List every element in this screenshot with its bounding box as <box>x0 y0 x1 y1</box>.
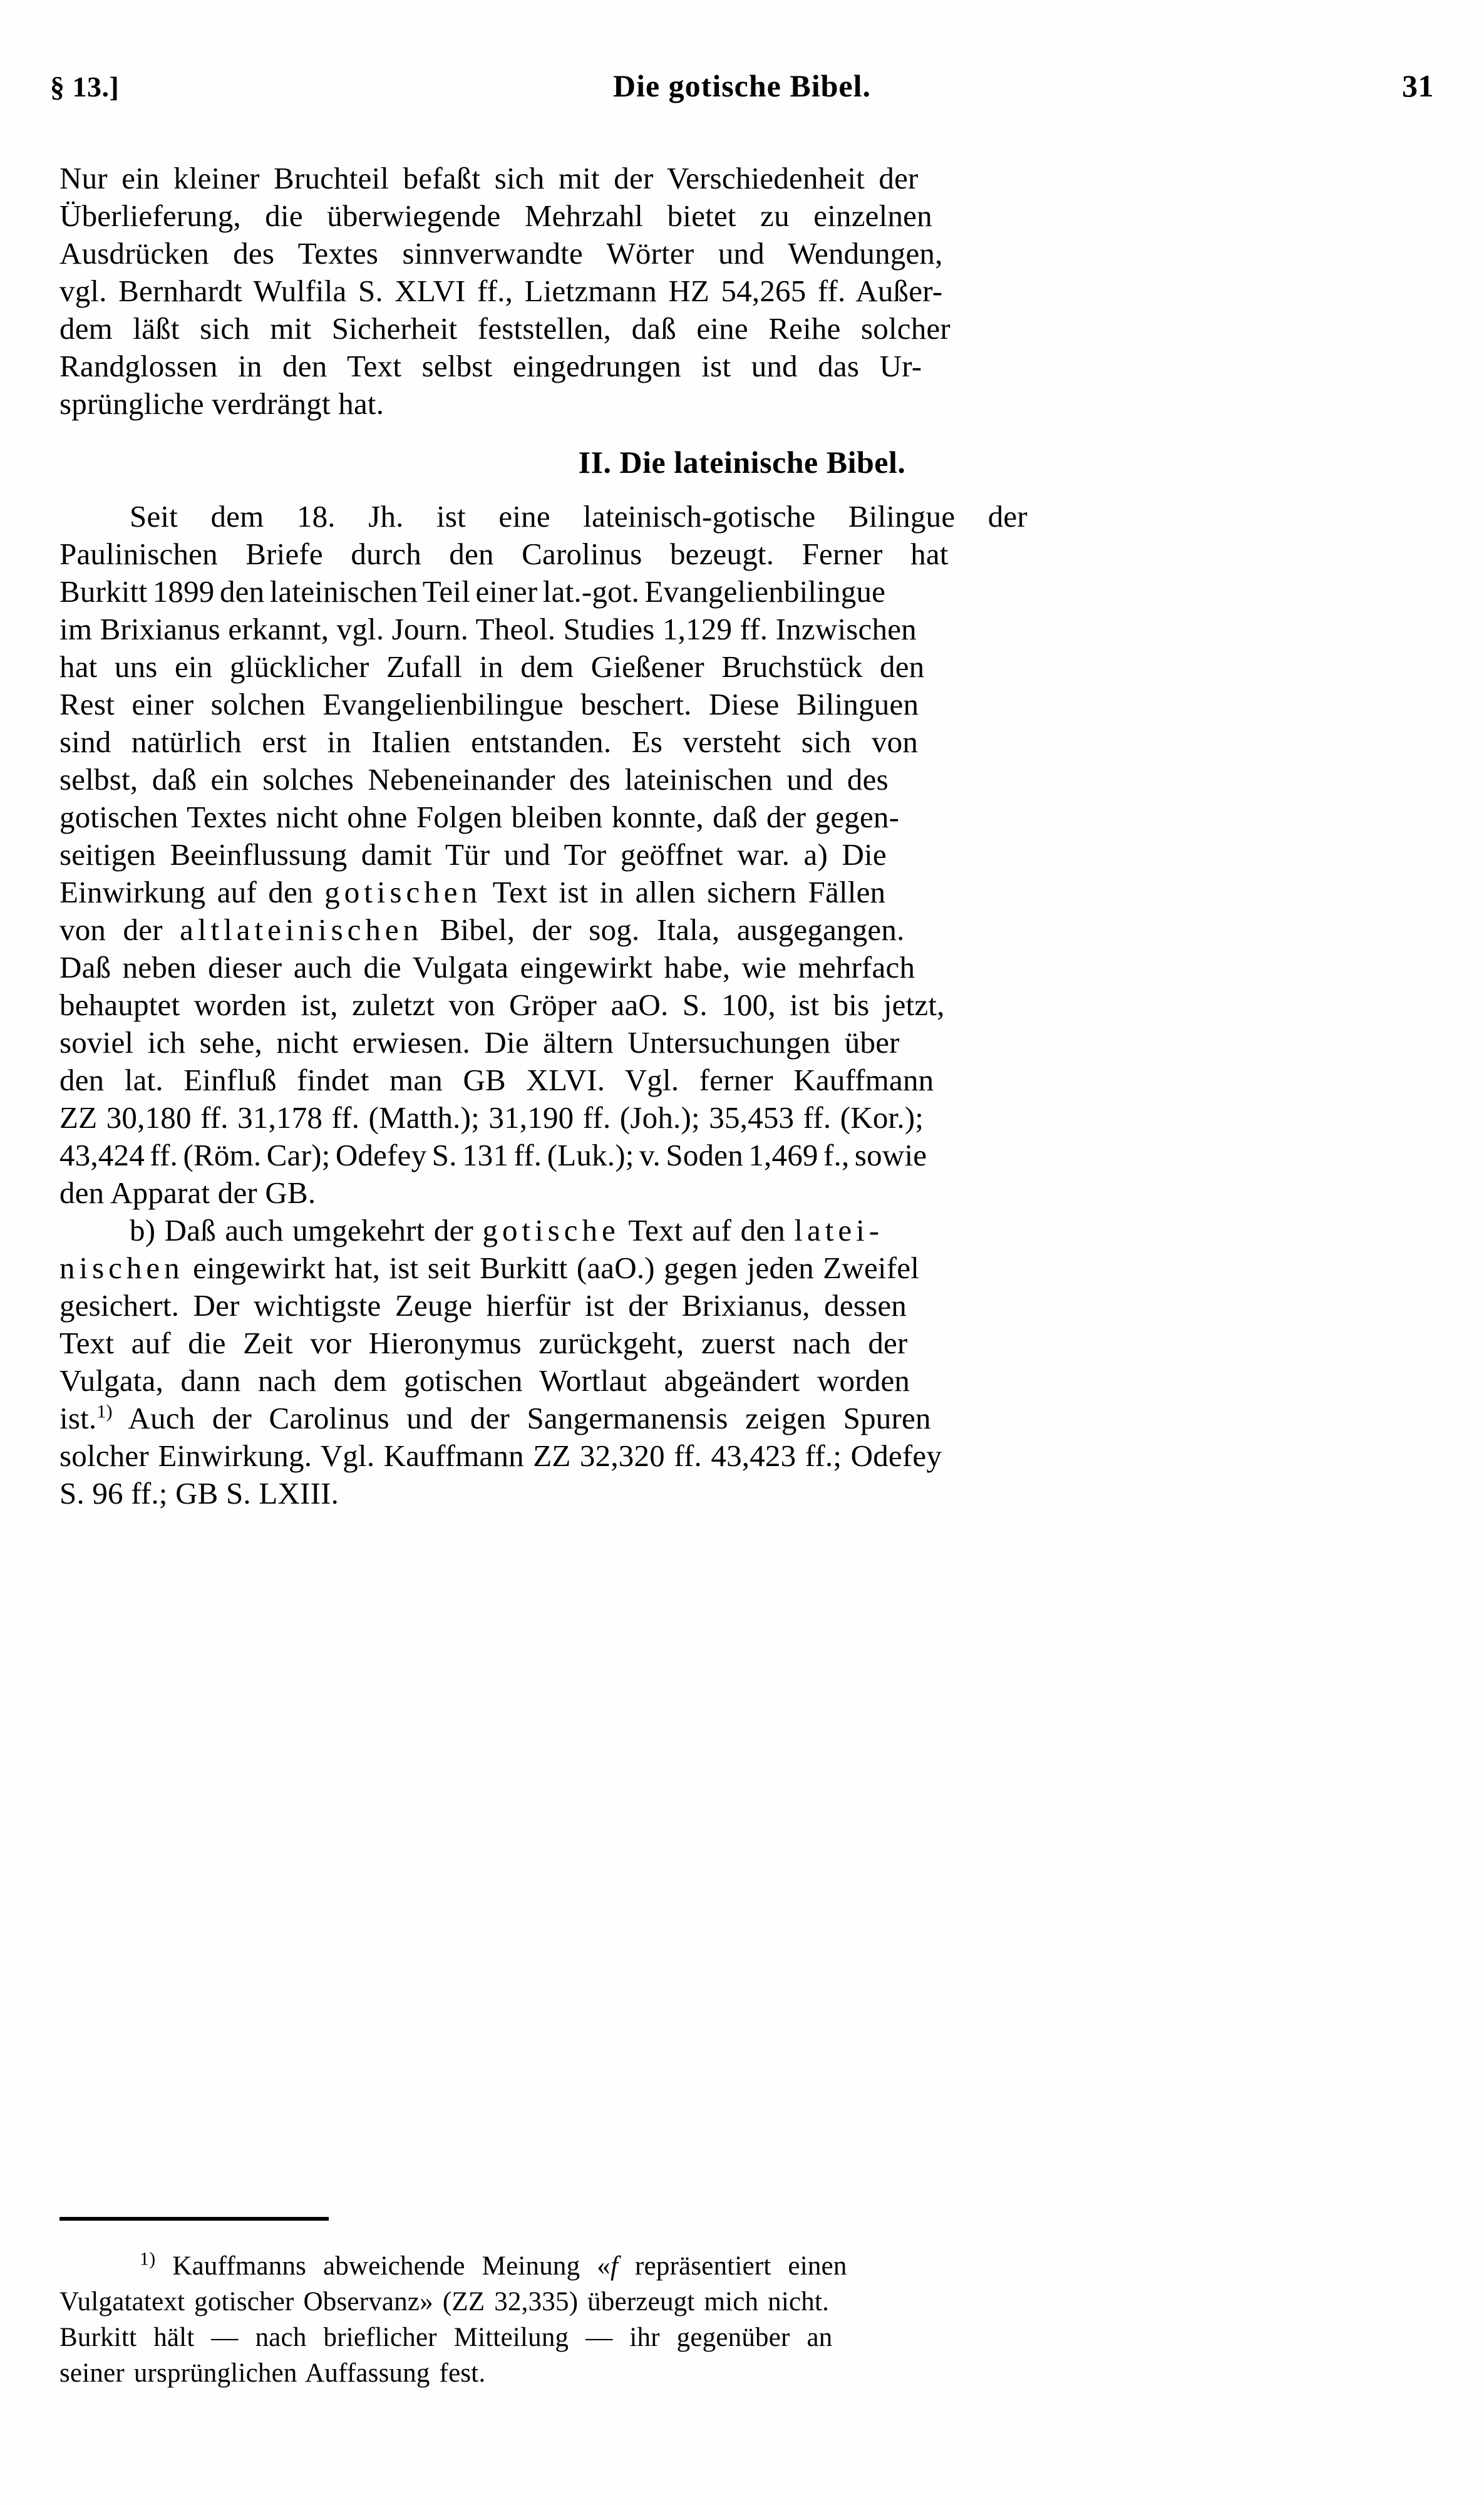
text-line: vgl. Bernhardt Wulfila S. XLVI ff., Lietzmann HZ 54,265 ff. Außer- <box>59 274 943 308</box>
text-line: Seit dem 18. Jh. ist eine lateinisch-gotische Bilingue der <box>130 499 1028 534</box>
text-line: behauptet worden ist, zuletzt von Gröper aaO. S. 100, ist bis jetzt, <box>59 988 945 1022</box>
footnote-line <box>59 2248 1425 2284</box>
section-marker: § 13.] <box>50 71 120 103</box>
text-line: Burkitt 1899 den lateinischen Teil einer lat.-got. Evangelienbilingue <box>59 574 886 609</box>
text-line-with-footnote-ref <box>59 1400 1425 1437</box>
text-line: gesichert. Der wichtigste Zeuge hierfür ist der Brixianus, dessen <box>59 1288 907 1323</box>
line-segment: von der <box>59 912 180 947</box>
line-segment: Bibel, der sog. Itala, ausgegangen. <box>423 912 905 947</box>
emphasis-gotische: gotische <box>482 1213 620 1247</box>
page-title: Die gotische Bibel. <box>612 68 872 103</box>
paragraph-latin-bible <box>59 498 1425 1212</box>
text-line: sprüngliche verdrängt hat. <box>59 386 384 421</box>
text-line: Vulgata, dann nach dem gotischen Wortlaut abgeändert worden <box>59 1363 910 1398</box>
text-line: Daß neben dieser auch die Vulgata eingewirkt habe, wie mehrfach <box>59 950 915 984</box>
text-line-emphasis-gotische <box>59 1212 1425 1249</box>
footnote <box>59 2248 1425 2391</box>
citation-line: 43,424 ff. (Röm. Car); Odefey S. 131 ff. (Luk.); v. Soden 1,469 f., sowie <box>59 1138 927 1172</box>
text-line: Nur ein kleiner Bruchteil befaßt sich mit der Verschiedenheit der <box>59 161 919 195</box>
emphasis-altlateinischen: altlateinischen <box>180 912 423 947</box>
italic-sigil-f: f <box>610 2251 619 2281</box>
text-line: den Apparat der GB. <box>59 1175 316 1210</box>
footnote-line: Burkitt hält — nach brieflicher Mitteilung — ihr gegenüber an <box>59 2323 833 2352</box>
citation-line: solcher Einwirkung. Vgl. Kauffmann ZZ 32,320 ff. 43,423 ff.; Odefey <box>59 1438 942 1473</box>
citation-line: ZZ 30,180 ff. 31,178 ff. (Matth.); 31,190 ff. (Joh.); 35,453 ff. (Kor.); <box>59 1100 924 1135</box>
citation-line: S. 96 ff.; GB S. LXIII. <box>59 1476 339 1511</box>
text-line: im Brixianus erkannt, vgl. Journ. Theol. Studies 1,129 ff. Inzwischen <box>59 612 917 646</box>
footnote-separator-rule <box>59 2217 329 2221</box>
emphasis-nischen: nischen <box>59 1251 184 1285</box>
section-heading: II. Die lateinische Bibel. <box>578 445 906 480</box>
footnote-line: seiner ursprünglichen Auffassung fest. <box>59 2358 486 2388</box>
line-segment: Kauffmanns abweichende Meinung « <box>155 2251 611 2281</box>
footnote-line: Vulgatatext gotischer Observanz» (ZZ 32,335) überzeugt mich nicht. <box>59 2287 830 2316</box>
text-line: Text auf die Zeit vor Hieronymus zurückgeht, zuerst nach der <box>59 1326 908 1360</box>
footnote-marker: 1) <box>140 2248 156 2270</box>
text-line: seitigen Beeinflussung damit Tür und Tor geöffnet war. a) Die <box>59 837 887 872</box>
emphasis-gotischen: gotischen <box>324 875 482 909</box>
text-line-emphasis-altlateinischen <box>59 911 1425 949</box>
text-line: den lat. Einfluß findet man GB XLVI. Vgl. ferner Kauffmann <box>59 1063 934 1097</box>
text-line: Ausdrücken des Textes sinnverwandte Wörter und Wendungen, <box>59 236 943 271</box>
line-segment: eingewirkt hat, ist seit Burkitt (aaO.) gegen jeden Zweifel <box>183 1251 920 1285</box>
line-segment: Auch der Carolinus und der Sangermanensis zeigen Spuren <box>112 1401 931 1435</box>
text-line: Paulinischen Briefe durch den Carolinus bezeugt. Ferner hat <box>59 537 949 571</box>
line-segment: Text ist in allen sichern Fällen <box>482 875 886 909</box>
text-line: Randglossen in den Text selbst eingedrungen ist und das Ur- <box>59 349 922 383</box>
text-line: selbst, daß ein solches Nebeneinander des lateinischen und des <box>59 762 889 797</box>
paragraph-continuation <box>59 160 1425 423</box>
text-line-emphasis-nischen <box>59 1249 1425 1287</box>
text-line-emphasis-gotischen <box>59 874 1425 911</box>
line-segment: repräsentiert einen <box>618 2251 847 2281</box>
paragraph-b-gothic-influence <box>59 1212 1425 1512</box>
page-body <box>59 160 1425 1512</box>
page-number: 31 <box>1402 68 1434 103</box>
text-line: hat uns ein glücklicher Zufall in dem Gießener Bruchstück den <box>59 649 925 684</box>
text-line: dem läßt sich mit Sicherheit feststellen, daß eine Reihe solcher <box>59 311 951 346</box>
line-segment: Text auf den <box>619 1213 795 1247</box>
text-line: Überlieferung, die überwiegende Mehrzahl bietet zu einzelnen <box>59 199 932 233</box>
running-head <box>50 68 1434 105</box>
line-segment: ist. <box>59 1401 97 1435</box>
text-line: soviel ich sehe, nicht erwiesen. Die ältern Untersuchungen über <box>59 1025 900 1060</box>
text-line: Rest einer solchen Evangelienbilingue beschert. Diese Bilinguen <box>59 687 919 721</box>
line-segment: b) Daß auch umgekehrt der <box>130 1213 483 1247</box>
footnote-reference-marker[interactable]: 1) <box>96 1401 113 1422</box>
text-line: sind natürlich erst in Italien entstanden. Es versteht sich von <box>59 725 919 759</box>
text-line: gotischen Textes nicht ohne Folgen bleiben konnte, daß der gegen- <box>59 800 900 834</box>
line-segment: Einwirkung auf den <box>59 875 325 909</box>
emphasis-latei: latei- <box>794 1213 884 1247</box>
